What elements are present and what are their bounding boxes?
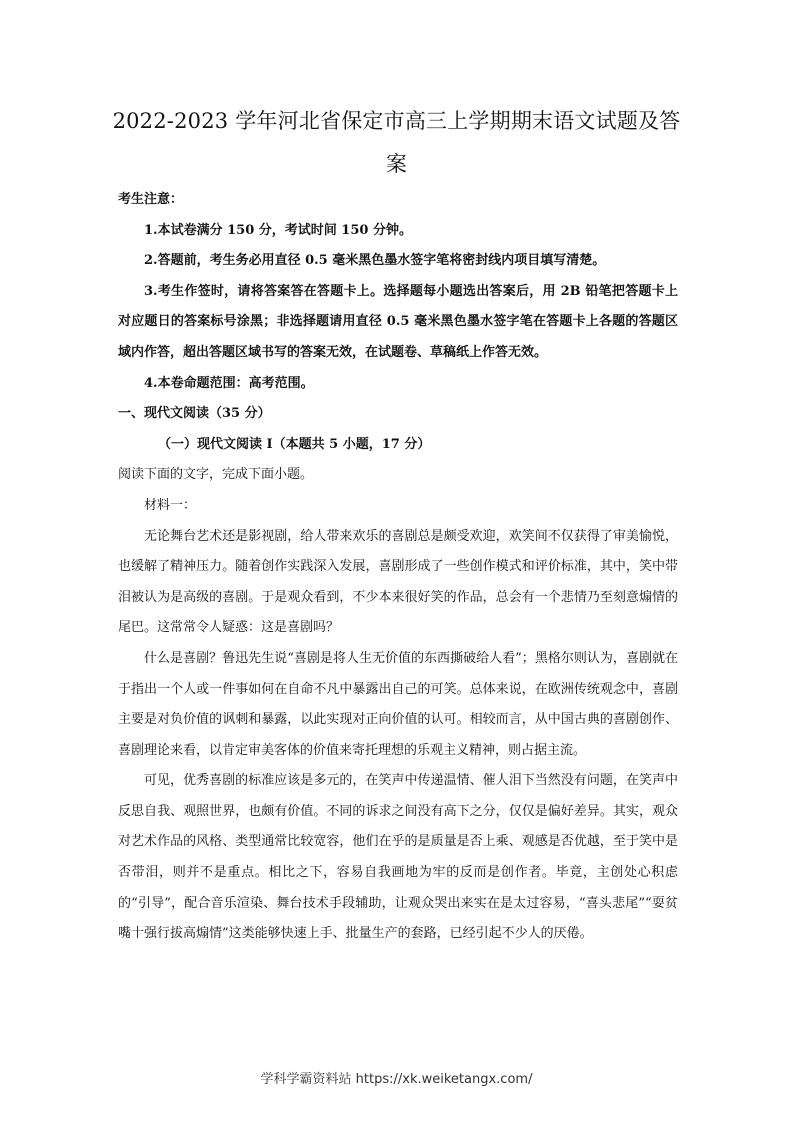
paragraph: 可见，优秀喜剧的标准应该是多元的，在笑声中传递温情、催人泪下当然没有问题，在笑声中反思自我、观照世界，也颇有价值。不同的诉求之间没有高下之分，仅仅是偏好差异。其实，观众对艺术作品的风格、类型通常比较宽容，他们在乎的是质量是否上乘、观感是否优越，至于笑中是否带泪，则并不是重点。相比之下，容易自我画地为牢的反而是创作者。毕竟，主创处心积虑的“引导”，配合音乐渲染、舞台技术手段辅助，让观众哭出来实在是太过容易，“喜头悲尾”“耍贫嘴十强行拔高煽情”这类能够快速上手、批量生产的套路，已经引起不少人的厌倦。: [118, 773, 678, 942]
notice-heading: 考生注意：: [118, 192, 184, 207]
notice-item-1: 1.本试卷满分 150 分，考试时间 150 分钟。: [144, 222, 412, 238]
paragraph: 无论舞台艺术还是影视剧，给人带来欢乐的喜剧总是颇受欢迎，欢笑间不仅获得了审美愉悦，也缓解了精神压力。随着创作实践深入发展，喜剧形成了一些创作模式和评价标准，其中，笑中带泪被认为是高级的喜剧。于是观众看到，不少本来很好笑的作品，总会有一个悲情乃至刻意煽情的尾巴。这常常令人疑惑：这是喜剧吗？: [118, 528, 678, 636]
title-line-2: 案: [385, 152, 408, 176]
material-label: 材料一：: [144, 497, 197, 513]
title-line-1: 2022-2023 学年河北省保定市高三上学期期末语文试题及答: [112, 109, 681, 133]
reading-instruction: 阅读下面的文字，完成下面小题。: [118, 467, 314, 483]
page-footer: 学科学霸资料站 https://xk.weiketangx.com/: [260, 1072, 533, 1087]
notice-item-3: 3.考生作签时，请将答案答在答题卡上。选择题每小题选出答案后，用 2B 铅笔把答题卡上对应题日的答案标号涂黑；非选择题请用直径 0.5 毫米黑色墨水签字笔在答题卡上各题的答题区域内作答，超出答题区域书写的答案无效，在试题卷、草稿纸上作答无效。: [118, 283, 678, 360]
paragraph: 什么是喜剧？鲁迅先生说“喜剧是将人生无价值的东西撕破给人看”；黑格尔则认为，喜剧就在于指出一个人或一件事如何在自命不凡中暴露出自己的可笑。总体来说，在欧洲传统观念中，喜剧主要是对负价值的讽刺和暴露，以此实现对正向价值的认可。相较而言，从中国古典的喜剧创作、喜剧理论来看，以肯定审美客体的价值来寄托理想的乐观主义精神，则占据主流。: [118, 650, 678, 758]
notice-item-4: 4.本卷命题范围：高考范围。: [144, 375, 314, 391]
document-body: [118, 185, 678, 950]
section-heading: 一、现代文阅读（35 分）: [118, 406, 271, 422]
subsection-heading: （一）现代文阅读 I（本题共 5 小题，17 分）: [158, 436, 431, 452]
document-title: [100, 100, 693, 186]
notice-item-2: 2.答题前，考生务必用直径 0.5 毫米黑色墨水签字笔将密封线内项目填写清楚。: [144, 253, 606, 269]
